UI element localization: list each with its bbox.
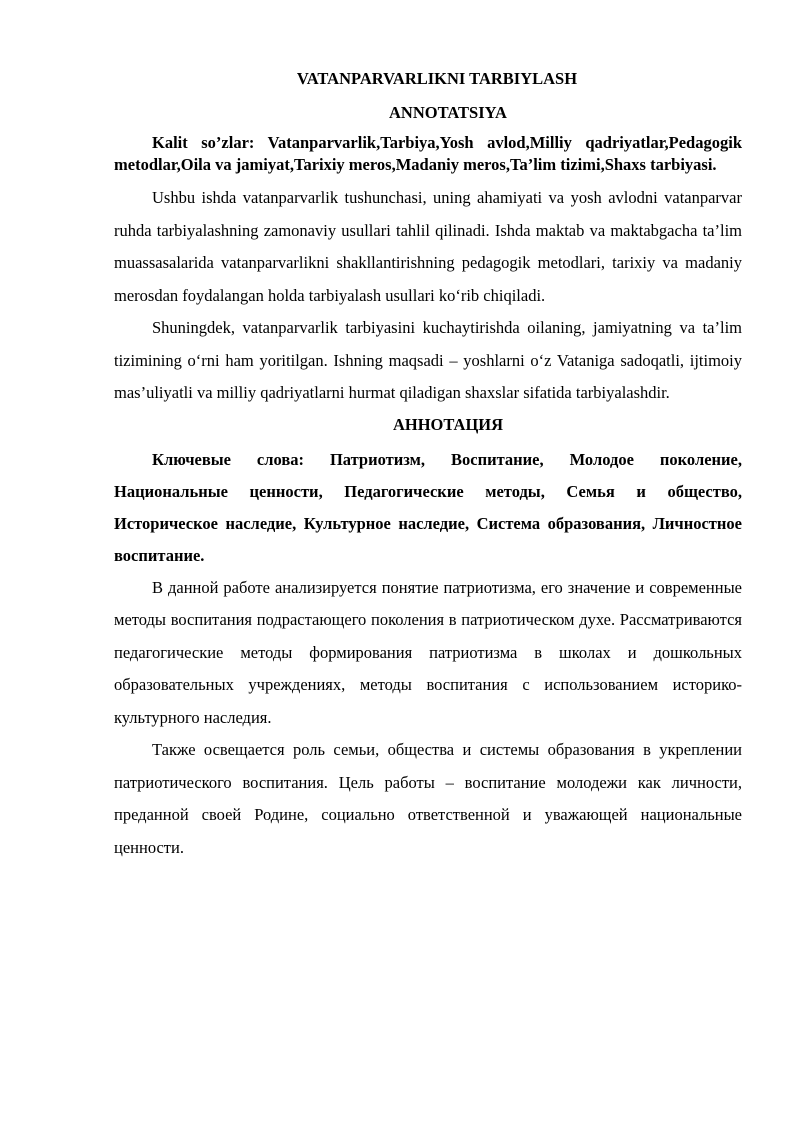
keywords-text-uz: Vatanparvarlik,Tarbiya,Yosh avlod,Milliy qadriyatlar,Pedagogik metodlar,Oila va jamiyat,Tarixiy meros,Madaniy meros,Ta’lim tizimi,Shaxs tarbiyasi. [114,133,742,174]
annotation-heading-uz: ANNOTATSIYA [389,103,507,122]
document-page [114,66,742,864]
paragraph-uz-2: Shuningdek, vatanparvarlik tarbiyasini kuchaytirishda oilaning, jamiyatning va ta’lim tizimining o‘rni ham yoritilgan. Ishning maqsadi – yoshlarni o‘z Vataniga sadoqatli, ijtimoiy mas’uliyatli va milliy qadriyatlarni hurmat qiladigan shaxslar sifatida tarbiyalashdir. [114,318,742,402]
keywords-label-ru: Ключевые слова: [152,449,304,469]
annotation-heading-ru: АННОТАЦИЯ [392,414,504,434]
keywords-uz [114,132,742,176]
keywords-text-ru: Патриотизм, Воспитание, Молодое поколение, Национальные ценности, Педагогические методы, Семья и общество, Историческое наследие, Культурное наследие, Система образования, Личностное воспитание. [114,449,742,565]
keywords-ru [114,444,742,572]
paragraph-ru-2: Также освещается роль семьи, общества и системы образования в укреплении патриотического воспитания. Цель работы – воспитание молодежи как личности, преданной своей Родине, социально ответственной и уважающей национальные ценности. [114,740,742,857]
paragraph-uz-1: Ushbu ishda vatanparvarlik tushunchasi, uning ahamiyati va yosh avlodni vatanparvar ruhda tarbiyalashning zamonaviy usullari tahlil qilinadi. Ishda maktab va maktabgacha ta’lim muassasalarida vatanparvarlikni shakllantirishning pedagogik metodlari, tarixiy va madaniy merosdan foydalangan holda tarbiyalash usullari ko‘rib chiqiladi. [114,188,742,305]
keywords-label-uz: Kalit so’zlar: [152,133,255,152]
document-title: VATANPARVARLIKNI TARBIYLASH [296,69,578,88]
paragraph-ru-1: В данной работе анализируется понятие патриотизма, его значение и современные методы воспитания подрастающего поколения в патриотическом духе. Рассматриваются педагогические методы формирования патриотизма в школах и дошкольных образовательных учреждениях, методы воспитания с использованием историко-культурного наследия. [114,577,742,727]
